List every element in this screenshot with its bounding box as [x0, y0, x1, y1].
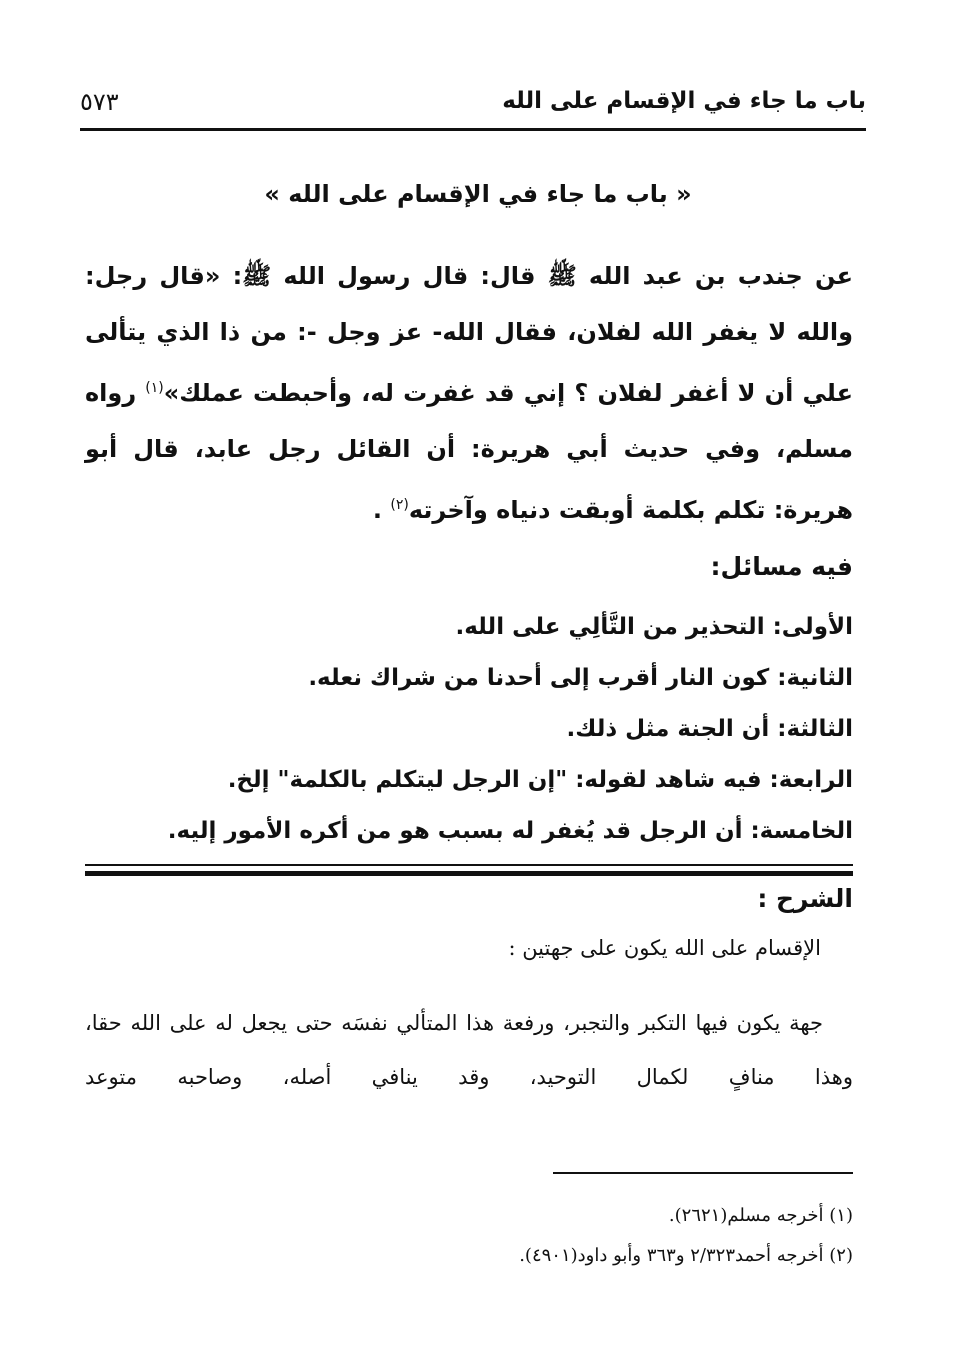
issues-heading: فيه مسائل: [710, 552, 853, 581]
commentary-body: جهة يكون فيها التكبر والتجبر، ورفعة هذا المتألي نفسَه حتى يجعل له على الله حقا، وهذا منافٍ لكمال التوحيد، وقد ينافي أصله، وصاحبه متوعد [85, 1011, 853, 1089]
issue-item: الثالثة: أن الجنة مثل ذلك. [566, 716, 853, 742]
divider-thick-line [85, 871, 853, 876]
footnote-rule [553, 1172, 853, 1174]
commentary-heading: الشرح : [757, 884, 853, 913]
issue-item: الرابعة: فيه شاهد لقوله: "إن الرجل ليتكلم بالكلمة" إلخ. [227, 767, 853, 793]
running-title: باب ما جاء في الإقسام على الله [502, 88, 866, 114]
footnotes [85, 1196, 853, 1276]
page-number: ٥٧٣ [80, 88, 119, 116]
header-rule [80, 128, 866, 131]
issues-list [85, 602, 853, 857]
footnote-ref-1: (١) [145, 380, 164, 396]
footnote: (١) أخرجه مسلم(٢٦٢١). [668, 1205, 853, 1226]
footnote: (٢) أخرجه أحمد٢/٣٢٣ و٣٦٣ وأبو داود(٤٩٠١). [519, 1245, 853, 1266]
chapter-title: « باب ما جاء في الإقسام على الله » [264, 180, 692, 208]
section-divider [85, 864, 853, 876]
issue-item: الثانية: كون النار أقرب إلى أحدنا من شراك نعله. [308, 665, 853, 691]
issue-item: الخامسة: أن الرجل قد يُغفر له بسبب هو من أكره الأمور إليه. [167, 818, 853, 844]
divider-thin-line [85, 864, 853, 866]
hadith-text [85, 248, 853, 538]
page-header [80, 84, 866, 124]
hadith-part-3: . [372, 496, 391, 524]
issue-item: الأولى: التحذير من التَّألِي على الله. [455, 614, 853, 640]
hadith-part-1: عن جندب بن عبد الله ﷺ قال: قال رسول الله ﷺ: «قال رجل: والله لا يغفر الله لفلان، فقال الله- عز وجل -: من ذا الذي يتألى علي أن لا أغفر لفلان ؟ إني قد غفرت له، وأحبطت عملك» [85, 262, 854, 407]
hadith-part-2: رواه مسلم، وفي حديث أبي هريرة: أن القائل رجل عابد، قال أبو هريرة: تكلم بكلمة أوبقت دنياه وآخرته [85, 379, 853, 524]
commentary-intro: الإقسام على الله يكون على جهتين : [508, 936, 821, 960]
footnote-ref-2: (٢) [390, 497, 409, 513]
